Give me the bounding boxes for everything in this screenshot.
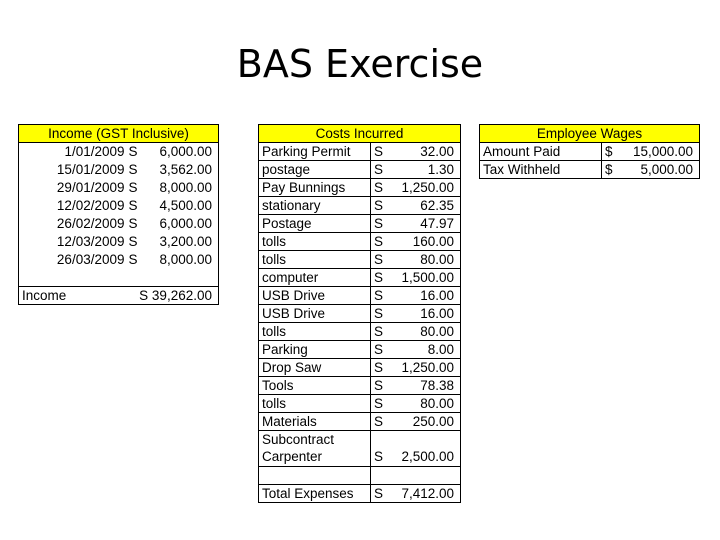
costs-amount: 80.00 [420,395,454,411]
costs-total-sym: S [374,485,384,501]
costs-row [259,233,461,251]
income-date: 15/01/2009 [56,161,125,177]
income-row [19,179,219,197]
costs-row [259,323,461,341]
costs-item: tolls [259,251,371,269]
costs-item: tolls [259,323,371,341]
income-date: 1/01/2009 [64,143,125,159]
costs-subcontract-amount: 2,500.00 [401,449,454,465]
income-date: 26/02/2009 [56,215,125,231]
wages-row [480,161,700,179]
costs-amount: 8.00 [427,341,454,357]
income-row [19,215,219,233]
costs-item: Parking [259,341,371,359]
costs-amount: 1,500.00 [401,269,454,285]
costs-amount: 250.00 [412,413,454,429]
costs-amount: 1.30 [427,161,454,177]
income-amount: 3,562.00 [159,161,212,177]
costs-amount: 16.00 [420,305,454,321]
costs-amount: 80.00 [420,251,454,267]
costs-amount: 80.00 [420,323,454,339]
wages-symbol: $ [602,161,616,179]
costs-item: Materials [259,413,371,431]
costs-item: computer [259,269,371,287]
wages-label: Amount Paid [480,143,602,161]
income-table [18,124,219,305]
costs-amount-cell [371,359,461,377]
costs-amount-cell [371,179,461,197]
costs-symbol: S [374,161,384,177]
income-amount: 8,000.00 [159,251,212,267]
costs-symbol: S [374,197,384,213]
wages-header: Employee Wages [480,125,700,143]
costs-item: USB Drive [259,287,371,305]
costs-amount-cell [371,413,461,431]
costs-row [259,413,461,431]
costs-subcontract-line1: Subcontract [259,431,371,449]
costs-amount: 32.00 [420,143,454,159]
wages-row [480,143,700,161]
income-spacer-row [19,269,219,287]
costs-amount-cell [371,269,461,287]
costs-subcontract-line2: Carpenter [259,449,371,467]
costs-item: USB Drive [259,305,371,323]
costs-symbol: S [374,377,384,393]
costs-symbol: S [374,179,384,195]
wages-header-row [480,125,700,143]
costs-subcontract-row-2 [259,449,461,467]
costs-spacer-row [259,467,461,485]
costs-subcontract-sym: S [374,449,384,465]
costs-symbol: S [374,395,384,411]
costs-amount-cell [371,287,461,305]
income-row [19,251,219,269]
income-amount: 3,200.00 [159,233,212,249]
costs-amount-cell [371,215,461,233]
costs-item: tolls [259,395,371,413]
costs-amount-cell [371,143,461,161]
costs-amount: 1,250.00 [401,359,454,375]
costs-amount-cell [371,377,461,395]
costs-row [259,179,461,197]
costs-row [259,341,461,359]
costs-amount: 62.35 [420,197,454,213]
wages-table [479,124,700,179]
costs-total-label: Total Expenses [259,485,371,503]
costs-symbol: S [374,143,384,159]
costs-row [259,395,461,413]
costs-symbol: S [374,323,384,339]
costs-symbol: S [374,305,384,321]
costs-symbol: S [374,413,384,429]
costs-rows [259,143,461,431]
income-amount: 4,500.00 [159,197,212,213]
income-total-row [19,287,219,305]
wages-amount: 15,000.00 [616,143,700,161]
costs-row [259,305,461,323]
costs-row [259,215,461,233]
income-symbol: S [128,197,138,213]
income-row [19,161,219,179]
costs-amount-cell [371,251,461,269]
costs-row [259,197,461,215]
income-date: 26/03/2009 [56,251,125,267]
costs-row [259,377,461,395]
income-date: 12/02/2009 [56,197,125,213]
costs-header-row [259,125,461,143]
income-header: Income (GST Inclusive) [19,125,219,143]
costs-item: Pay Bunnings [259,179,371,197]
costs-amount-cell [371,305,461,323]
income-date: 29/01/2009 [56,179,125,195]
income-symbol: S [128,251,138,267]
costs-symbol: S [374,269,384,285]
costs-symbol: S [374,251,384,267]
income-amount: 6,000.00 [159,143,212,159]
income-amount: 8,000.00 [159,179,212,195]
income-date: 12/03/2009 [56,233,125,249]
income-symbol: S [128,161,138,177]
costs-row [259,251,461,269]
wages-symbol: $ [602,143,616,161]
income-total-value: S 39,262.00 [127,287,219,305]
costs-row [259,359,461,377]
income-total-label: Income [19,287,127,305]
costs-amount-cell [371,323,461,341]
costs-item: tolls [259,233,371,251]
costs-amount-cell [371,161,461,179]
income-symbol: S [128,143,138,159]
costs-amount: 160.00 [412,233,454,249]
costs-amount-cell [371,341,461,359]
income-rows [19,143,219,269]
income-header-row [19,125,219,143]
wages-rows [480,143,700,179]
costs-symbol: S [374,287,384,303]
income-amount: 6,000.00 [159,215,212,231]
costs-amount-cell [371,233,461,251]
costs-row [259,287,461,305]
costs-subcontract-row-1 [259,431,461,449]
income-row [19,233,219,251]
costs-total-row [259,485,461,503]
costs-amount: 16.00 [420,287,454,303]
costs-amount: 47.97 [420,215,454,231]
costs-item: stationary [259,197,371,215]
income-row [19,197,219,215]
wages-amount: 5,000.00 [616,161,700,179]
income-symbol: S [128,179,138,195]
costs-amount-cell [371,395,461,413]
wages-label: Tax Withheld [480,161,602,179]
costs-amount-cell [371,197,461,215]
costs-row [259,143,461,161]
costs-item: Parking Permit [259,143,371,161]
costs-amount: 78.38 [420,377,454,393]
costs-item: Drop Saw [259,359,371,377]
costs-total-amount: 7,412.00 [401,485,454,501]
costs-item: Postage [259,215,371,233]
costs-table [258,124,461,503]
costs-header: Costs Incurred [259,125,461,143]
income-symbol: S [128,215,138,231]
costs-row [259,161,461,179]
page-title: BAS Exercise [236,42,484,86]
income-symbol: S [128,233,138,249]
costs-symbol: S [374,215,384,231]
costs-symbol: S [374,233,384,249]
costs-row [259,269,461,287]
costs-symbol: S [374,341,384,357]
costs-amount: 1,250.00 [401,179,454,195]
income-row [19,143,219,161]
costs-item: Tools [259,377,371,395]
costs-symbol: S [374,359,384,375]
costs-item: postage [259,161,371,179]
